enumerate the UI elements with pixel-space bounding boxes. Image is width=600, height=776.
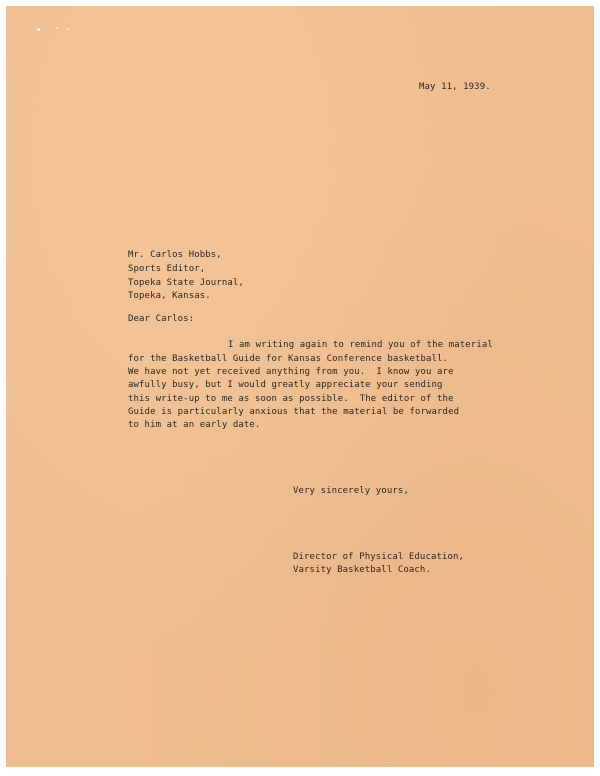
body-line: this write-up to me as soon as possible. The editor of the <box>128 394 454 404</box>
recipient-line: Topeka State Journal, <box>128 278 244 288</box>
recipient-line: Topeka, Kansas. <box>128 291 211 301</box>
closing: Very sincerely yours, <box>293 486 409 496</box>
letter-page <box>6 6 594 767</box>
body-line: awfully busy, but I would greatly appreciate your sending <box>128 380 443 390</box>
salutation: Dear Carlos: <box>128 314 195 324</box>
margin-speck <box>37 28 40 31</box>
letter-date: May 11, 1939. <box>419 82 491 92</box>
recipient-line: Sports Editor, <box>128 264 206 274</box>
body-line: Guide is particularly anxious that the material be forwarded <box>128 407 460 417</box>
body-line: We have not yet received anything from you. I know you are <box>128 367 454 377</box>
signature-line: Director of Physical Education, <box>293 552 465 562</box>
body-line: I am writing again to remind you of the material <box>228 340 493 350</box>
recipient-line: Mr. Carlos Hobbs, <box>128 250 222 260</box>
margin-speck <box>67 28 69 30</box>
signature-line: Varsity Basketball Coach. <box>293 565 431 575</box>
body-line: for the Basketball Guide for Kansas Conference basketball. <box>128 354 449 364</box>
body-line: to him at an early date. <box>128 420 261 430</box>
margin-speck <box>56 27 58 29</box>
